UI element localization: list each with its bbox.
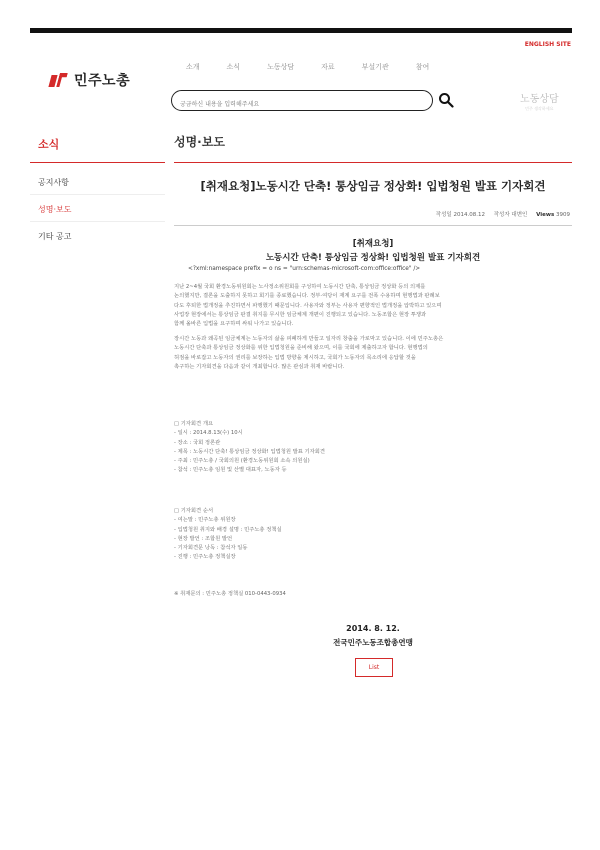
body-line: 사업장 현장에서는 통상임금 판결 취지를 무시한 임금체계 개편이 진행되고 있습니다. 노동조합은 현장 투쟁과 (174, 311, 427, 318)
main-nav (186, 62, 456, 72)
post-author: 대변인 (511, 212, 528, 218)
sidebar-item-statements[interactable]: 성명·보도 (38, 205, 72, 214)
nav-item-news[interactable]: 소식 (226, 63, 241, 71)
nav-item-consult[interactable]: 노동상담 (267, 63, 295, 71)
post-views: 3909 (556, 212, 570, 218)
post-date: 2014.08.12 (453, 212, 485, 218)
body-paragraph-3 (174, 420, 572, 476)
sign-date: 2014. 8. 12. (346, 624, 400, 633)
body-line: - 진행 : 민주노총 정책실장 (174, 554, 236, 561)
top-bar (30, 28, 572, 33)
body-line: □ 기자회견 순서 (174, 508, 214, 514)
search-icon[interactable] (438, 92, 454, 108)
body-line: - 입법청원 취지와 배경 설명 : 민주노총 정책실 (174, 526, 282, 533)
sign-organization: 전국민주노동조합총연맹 (333, 638, 413, 647)
body-line: 허점을 바로잡고 노동자의 권리를 보장하는 입법 방향을 제시하고, 국회가 노동자의 목소리에 응답할 것을 (174, 354, 416, 361)
xml-namespace-line: <?xml:namespace prefix = o ns = "urn:schemas-microsoft-com:office:office" /> (188, 266, 421, 272)
search-input[interactable] (172, 96, 412, 114)
body-paragraph-4 (174, 507, 572, 563)
section-divider (174, 162, 572, 163)
body-line: 촉구하는 기자회견을 다음과 같이 개최합니다. 많은 관심과 취재 바랍니다. (174, 363, 345, 370)
sidebar-item-other-notices[interactable]: 기타 공고 (38, 232, 72, 241)
body-heading-tag: [취재요청] (352, 239, 394, 249)
nav-item-affiliates[interactable]: 부설기관 (361, 63, 389, 71)
body-line: 노동시간 단축과 통상임금 정상화를 위한 입법청원을 준비해 왔으며, 이를 국회에 제출하고자 합니다. 현행법의 (174, 345, 428, 352)
body-line: - 장소 : 국회 정론관 (174, 439, 221, 446)
views-label: Views (536, 212, 555, 218)
body-line: □ 기자회견 개요 (174, 421, 214, 427)
body-line: 논의했지만, 결론을 도출하지 못하고 회기를 종료했습니다. 정부·여당이 재계 요구를 전폭 수용하며 현행법과 판례보 (174, 293, 440, 300)
body-line: 함께 올바른 입법을 요구하며 싸워 나가고 있습니다. (174, 321, 294, 328)
sidebar-title: 소식 (38, 138, 60, 151)
nav-item-resources[interactable]: 자료 (321, 63, 335, 71)
body-line: 지난 2~4월 국회 환경노동위원회는 노사정소위원회를 구성하여 노동시간 단축, 통상임금 정상화 등의 의제를 (174, 284, 426, 290)
consult-subtitle: 민주 생각하세요 (525, 106, 554, 111)
labor-consult-link[interactable] (520, 90, 559, 112)
body-line: - 기자회견문 낭독 : 참석자 일동 (174, 545, 248, 552)
logo-icon (50, 73, 70, 87)
post-title: [취재요청]노동시간 단축! 통상임금 정상화! 입법청원 발표 기자회견 (200, 179, 546, 193)
body-line: - 여는말 : 민주노총 위원장 (174, 517, 236, 524)
body-line: 다도 후퇴한 법개정을 추진하면서 파행했기 때문입니다. 사용자와 정부는 사용자 편향적인 법개정을 압박하고 있으며 (174, 302, 442, 309)
body-heading: 노동시간 단축! 통상임금 정상화! 입법청원 발표 기자회견 (265, 253, 481, 263)
body-line: ※ 취재문의 : 민주노총 정책실 010-0443-0934 (174, 591, 286, 597)
sidebar-separator (30, 221, 165, 222)
logo[interactable] (50, 70, 130, 90)
body-paragraph-1 (174, 283, 572, 329)
body-paragraph-2 (174, 335, 572, 372)
author-label: 작성자 (493, 212, 510, 218)
body-line: - 현장 발언 : 조합원 발언 (174, 535, 233, 542)
list-button[interactable]: List (355, 658, 393, 677)
nav-item-about[interactable]: 소개 (186, 63, 200, 71)
meta-divider (174, 225, 572, 226)
sidebar-separator (30, 194, 165, 195)
sidebar-item-notice[interactable]: 공지사항 (38, 178, 69, 187)
sidebar-divider (30, 162, 165, 163)
body-line: - 주최 : 민주노총 / 국회의원 (환경노동위원회 소속 의원실) (174, 458, 310, 465)
body-paragraph-5 (174, 590, 572, 599)
date-label: 작성일 (435, 212, 452, 218)
section-title: 성명·보도 (174, 135, 225, 149)
body-line: - 일시 : 2014.8.13(수) 10시 (174, 430, 243, 437)
search-box (171, 90, 433, 111)
body-line: 장시간 노동과 왜곡된 임금체계는 노동자의 삶을 피폐하게 만들고 일자리 창출을 가로막고 있습니다. 이에 민주노총은 (174, 336, 444, 342)
body-line: - 제목 : 노동시간 단축! 통상임금 정상화! 입법청원 발표 기자회견 (174, 448, 326, 455)
logo-text: 민주노총 (74, 73, 131, 89)
post-meta (436, 210, 570, 218)
body-line: - 참석 : 민주노총 임원 및 산별 대표자, 노동자 등 (174, 467, 287, 474)
nav-item-participate[interactable]: 참여 (415, 63, 430, 71)
english-site-link[interactable]: ENGLISH SITE (524, 41, 571, 48)
consult-title: 노동상담 (520, 94, 559, 105)
